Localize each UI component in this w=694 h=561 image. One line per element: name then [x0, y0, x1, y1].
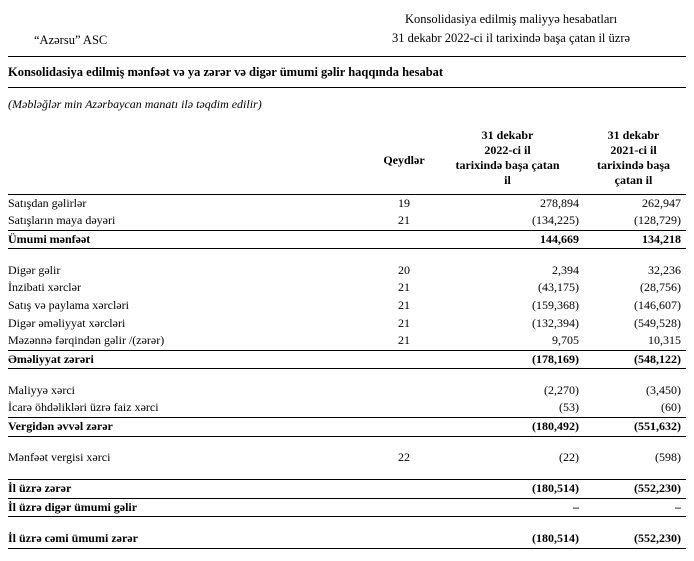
table-row — [8, 399, 686, 417]
column-header-2021: 31 dekabr 2021-ci il tarixində başa çatan il — [596, 127, 670, 187]
row-note: 21 — [398, 297, 410, 312]
row-label: İcarə öhdəlikləri üzrə faiz xərci — [8, 400, 159, 415]
row-label: Əməliyyat zərəri — [8, 351, 94, 366]
row-label: Satışların maya dəyəri — [8, 213, 116, 228]
row-note — [374, 350, 434, 369]
table-row — [8, 449, 686, 467]
row-value-2021: 262,947 — [642, 195, 681, 210]
row-value-2021: 134,218 — [642, 231, 681, 246]
statement-table-body — [8, 194, 686, 548]
document-header — [8, 10, 686, 57]
table-row — [8, 262, 686, 280]
spacer-row — [8, 517, 686, 530]
row-value-2022: (159,368) — [532, 297, 579, 312]
table-row — [8, 418, 686, 437]
row-value-2022: (53) — [559, 400, 579, 415]
spacer-cell — [8, 369, 686, 382]
row-value-2021: (3,450) — [646, 382, 681, 397]
row-value-2021: – — [675, 499, 681, 514]
row-value-2021: (552,230) — [634, 530, 681, 545]
row-value-2022: 9,705 — [552, 333, 579, 348]
column-header-notes: Qeydlər — [383, 152, 425, 167]
row-label: İl üzrə digər ümumi gəlir — [8, 499, 138, 514]
row-note — [374, 382, 434, 400]
row-label: Digər əməliyyat xərcləri — [8, 315, 126, 330]
row-label: Digər gəlir — [8, 262, 61, 277]
row-note: 21 — [398, 280, 410, 295]
row-label: Maliyyə xərci — [8, 382, 75, 397]
row-value-2022: (180,492) — [532, 419, 579, 434]
table-row — [8, 194, 686, 212]
row-value-2022: (132,394) — [532, 315, 579, 330]
row-label: İl üzrə cəmi ümumi zərər — [8, 530, 138, 545]
row-value-2021: (60) — [661, 400, 681, 415]
table-row — [8, 315, 686, 333]
row-value-2021: (598) — [655, 450, 681, 465]
row-note: 22 — [398, 450, 410, 465]
currency-note: (Məbləğlər min Azərbaycan manatı ilə təqdim edilir) — [8, 96, 262, 111]
table-row — [8, 297, 686, 315]
row-value-2022: (134,225) — [532, 213, 579, 228]
row-value-2022: (180,514) — [532, 481, 579, 496]
row-value-2021: (551,632) — [634, 419, 681, 434]
company-name: “Azərsu” ASC — [34, 32, 108, 47]
row-note — [374, 530, 434, 548]
spacer-row — [8, 249, 686, 262]
report-header-line2: 31 dekabr 2022-ci il tarixində başa çatan il üzrə — [391, 30, 631, 45]
row-note: 20 — [398, 262, 410, 277]
spacer-cell — [8, 249, 686, 262]
row-note: 21 — [398, 315, 410, 330]
row-label: Satış və paylama xərcləri — [8, 297, 129, 312]
row-note — [374, 399, 434, 417]
row-label: İnzibati xərclər — [8, 280, 81, 295]
row-value-2021: (28,756) — [640, 280, 681, 295]
row-note: 19 — [398, 195, 410, 210]
row-value-2021: (146,607) — [634, 297, 681, 312]
row-value-2022: 144,669 — [540, 231, 579, 246]
spacer-row — [8, 369, 686, 382]
report-header — [336, 10, 686, 48]
report-header-line1: Konsolidasiya edilmiş maliyyə hesabatları — [404, 12, 618, 26]
table-row — [8, 230, 686, 249]
row-value-2021: (549,528) — [634, 315, 681, 330]
row-label: Vergidən əvvəl zərər — [8, 419, 113, 434]
table-row — [8, 279, 686, 297]
row-note: 21 — [398, 213, 410, 228]
row-value-2022: (2,270) — [544, 382, 579, 397]
spacer-cell — [8, 436, 686, 449]
row-value-2022: – — [573, 499, 579, 514]
row-label: Məzənnə fərqindən gəlir /(zərər) — [8, 333, 165, 348]
row-note — [374, 418, 434, 437]
row-label: Satışdan gəlirlər — [8, 195, 87, 210]
row-value-2021: 32,236 — [648, 262, 681, 277]
table-row — [8, 212, 686, 230]
statement-table — [8, 128, 686, 549]
row-value-2022: 278,894 — [540, 195, 579, 210]
row-value-2022: 2,394 — [552, 262, 579, 277]
statement-table-header — [8, 128, 686, 195]
spacer-row — [8, 467, 686, 480]
row-note: 21 — [398, 333, 410, 348]
spacer-cell — [8, 517, 686, 530]
spacer-cell — [8, 467, 686, 480]
row-label: İl üzrə zərər — [8, 481, 72, 496]
row-note — [374, 498, 434, 517]
row-note — [374, 480, 434, 499]
table-row — [8, 480, 686, 499]
row-label: Ümumi mənfəət — [8, 231, 91, 246]
row-value-2021: (552,230) — [634, 481, 681, 496]
row-value-2022: (22) — [559, 450, 579, 465]
column-header-2022: 31 dekabr 2022-ci il tarixində başa çatan il — [455, 127, 560, 187]
header-row — [8, 128, 686, 195]
row-value-2021: (128,729) — [634, 213, 681, 228]
row-value-2022: (180,514) — [532, 530, 579, 545]
row-label: Mənfəət vergisi xərci — [8, 450, 111, 465]
table-row — [8, 350, 686, 369]
table-row — [8, 530, 686, 548]
row-note — [374, 230, 434, 249]
table-row — [8, 332, 686, 350]
table-row — [8, 382, 686, 400]
table-row — [8, 498, 686, 517]
row-value-2022: (43,175) — [538, 280, 579, 295]
row-value-2021: (548,122) — [634, 351, 681, 366]
statement-title: Konsolidasiya edilmiş mənfəət və ya zərər və digər ümumi gəlir haqqında hesabat — [8, 57, 686, 88]
column-header-label — [8, 128, 374, 195]
spacer-row — [8, 436, 686, 449]
row-value-2021: 10,315 — [648, 333, 681, 348]
row-value-2022: (178,169) — [532, 351, 579, 366]
